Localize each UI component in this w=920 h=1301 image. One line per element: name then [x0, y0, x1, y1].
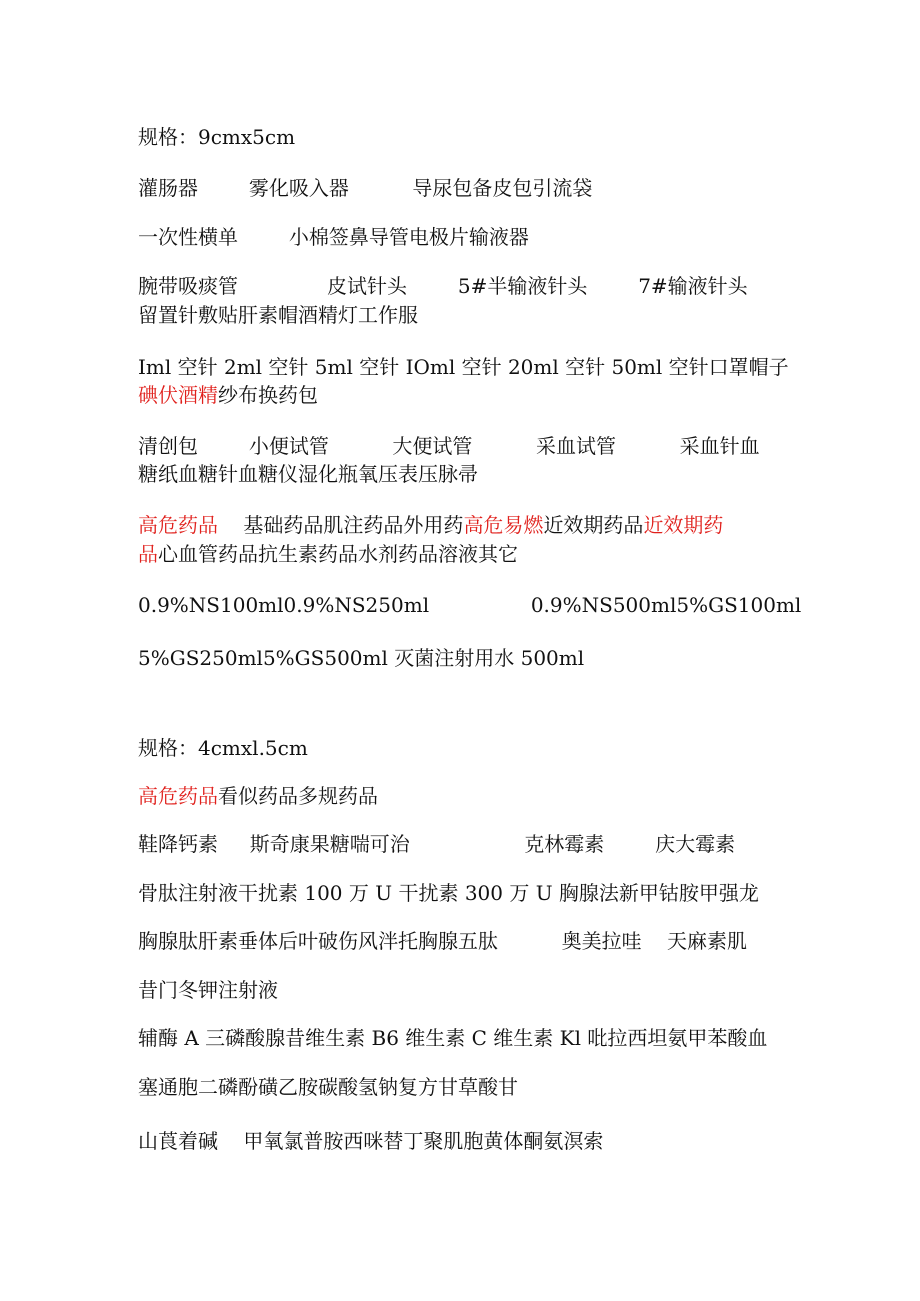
drug-list-line-2: 骨肽注射液干扰素 100 万 U 干扰素 300 万 U 胸腺法新甲钴胺甲强龙 — [138, 881, 759, 905]
category-line — [138, 783, 378, 809]
drug-list-line-7: 山莨着碱 甲氧氯普胺西咪替丁聚肌胞黄体酮氨溟索 — [138, 1129, 604, 1153]
red-label-near-expiry: 近效期药 — [643, 513, 724, 537]
supplies-line-2: 一次性横单 小棉签鼻导管电极片输液器 — [138, 225, 529, 249]
red-label-high-risk: 高危药品 — [138, 513, 218, 537]
spec-label-9x5: 规格：9cmx5cm — [138, 125, 296, 149]
drug-category-text-3: 心血管药品抗生素药品水剂药品溶液其它 — [158, 542, 518, 566]
spec-label-4x1-5: 规格：4cmxl.5cm — [138, 736, 308, 760]
drug-list-line-3: 胸腺肽肝素垂体后叶破伤风泮托胸腺五肽 奥美拉哇 天麻素肌 — [138, 929, 748, 953]
supplies-line-1: 灌肠器 雾化吸入器 导尿包备皮包引流袋 — [138, 176, 593, 200]
drug-list-line-4: 昔门冬钾注射液 — [138, 978, 278, 1002]
drug-category-line-2 — [138, 541, 518, 567]
drug-category-line-1 — [138, 512, 723, 538]
red-label-high-risk-2: 高危药品 — [138, 784, 218, 808]
red-label-near-expiry-end: 品 — [138, 542, 158, 566]
drug-list-line-1: 鞋降钙素 斯奇康果糖喘可治 克林霉素 庆大霉素 — [138, 832, 736, 856]
tests-line-2: 糖纸血糖针血糖仪湿化瓶氧压表压脉帚 — [138, 462, 478, 486]
syringes-line-1: Iml 空针 2ml 空针 5ml 空针 IOml 空针 20ml 空针 50ml 空针口罩帽子 — [138, 355, 789, 379]
drug-category-text-1: 基础药品肌注药品外用药 — [218, 513, 464, 537]
drug-category-text-2: 近效期药品 — [543, 513, 644, 537]
syringes-line-2 — [138, 382, 318, 408]
red-label-flammable: 高危易燃 — [463, 513, 544, 537]
red-label-iodophor: 碘伏酒精 — [138, 383, 218, 407]
fluids-line-1: 0.9%NS100ml0.9%NS250ml 0.9%NS500ml5%GS100ml — [138, 593, 802, 617]
tests-line-1: 清创包 小便试管 大便试管 采血试管 采血针血 — [138, 434, 760, 458]
category-line-text: 看似药品多规药品 — [218, 784, 378, 808]
drug-list-line-5: 辅酶 A 三磷酸腺昔维生素 B6 维生素 C 维生素 Kl 吡拉西坦氨甲苯酸血 — [138, 1026, 768, 1050]
fluids-line-2: 5%GS250ml5%GS500ml 灭菌注射用水 500ml — [138, 646, 585, 670]
needles-line-2: 留置针敷贴肝素帽酒精灯工作服 — [138, 303, 418, 327]
needles-line-1: 腕带吸痰管 皮试针头 5#半输液针头 7#输液针头 — [138, 274, 748, 298]
syringes-line-2-text: 纱布换药包 — [218, 383, 318, 407]
drug-list-line-6: 塞通胞二磷酚磺乙胺碳酸氢钠复方甘草酸甘 — [138, 1075, 518, 1099]
